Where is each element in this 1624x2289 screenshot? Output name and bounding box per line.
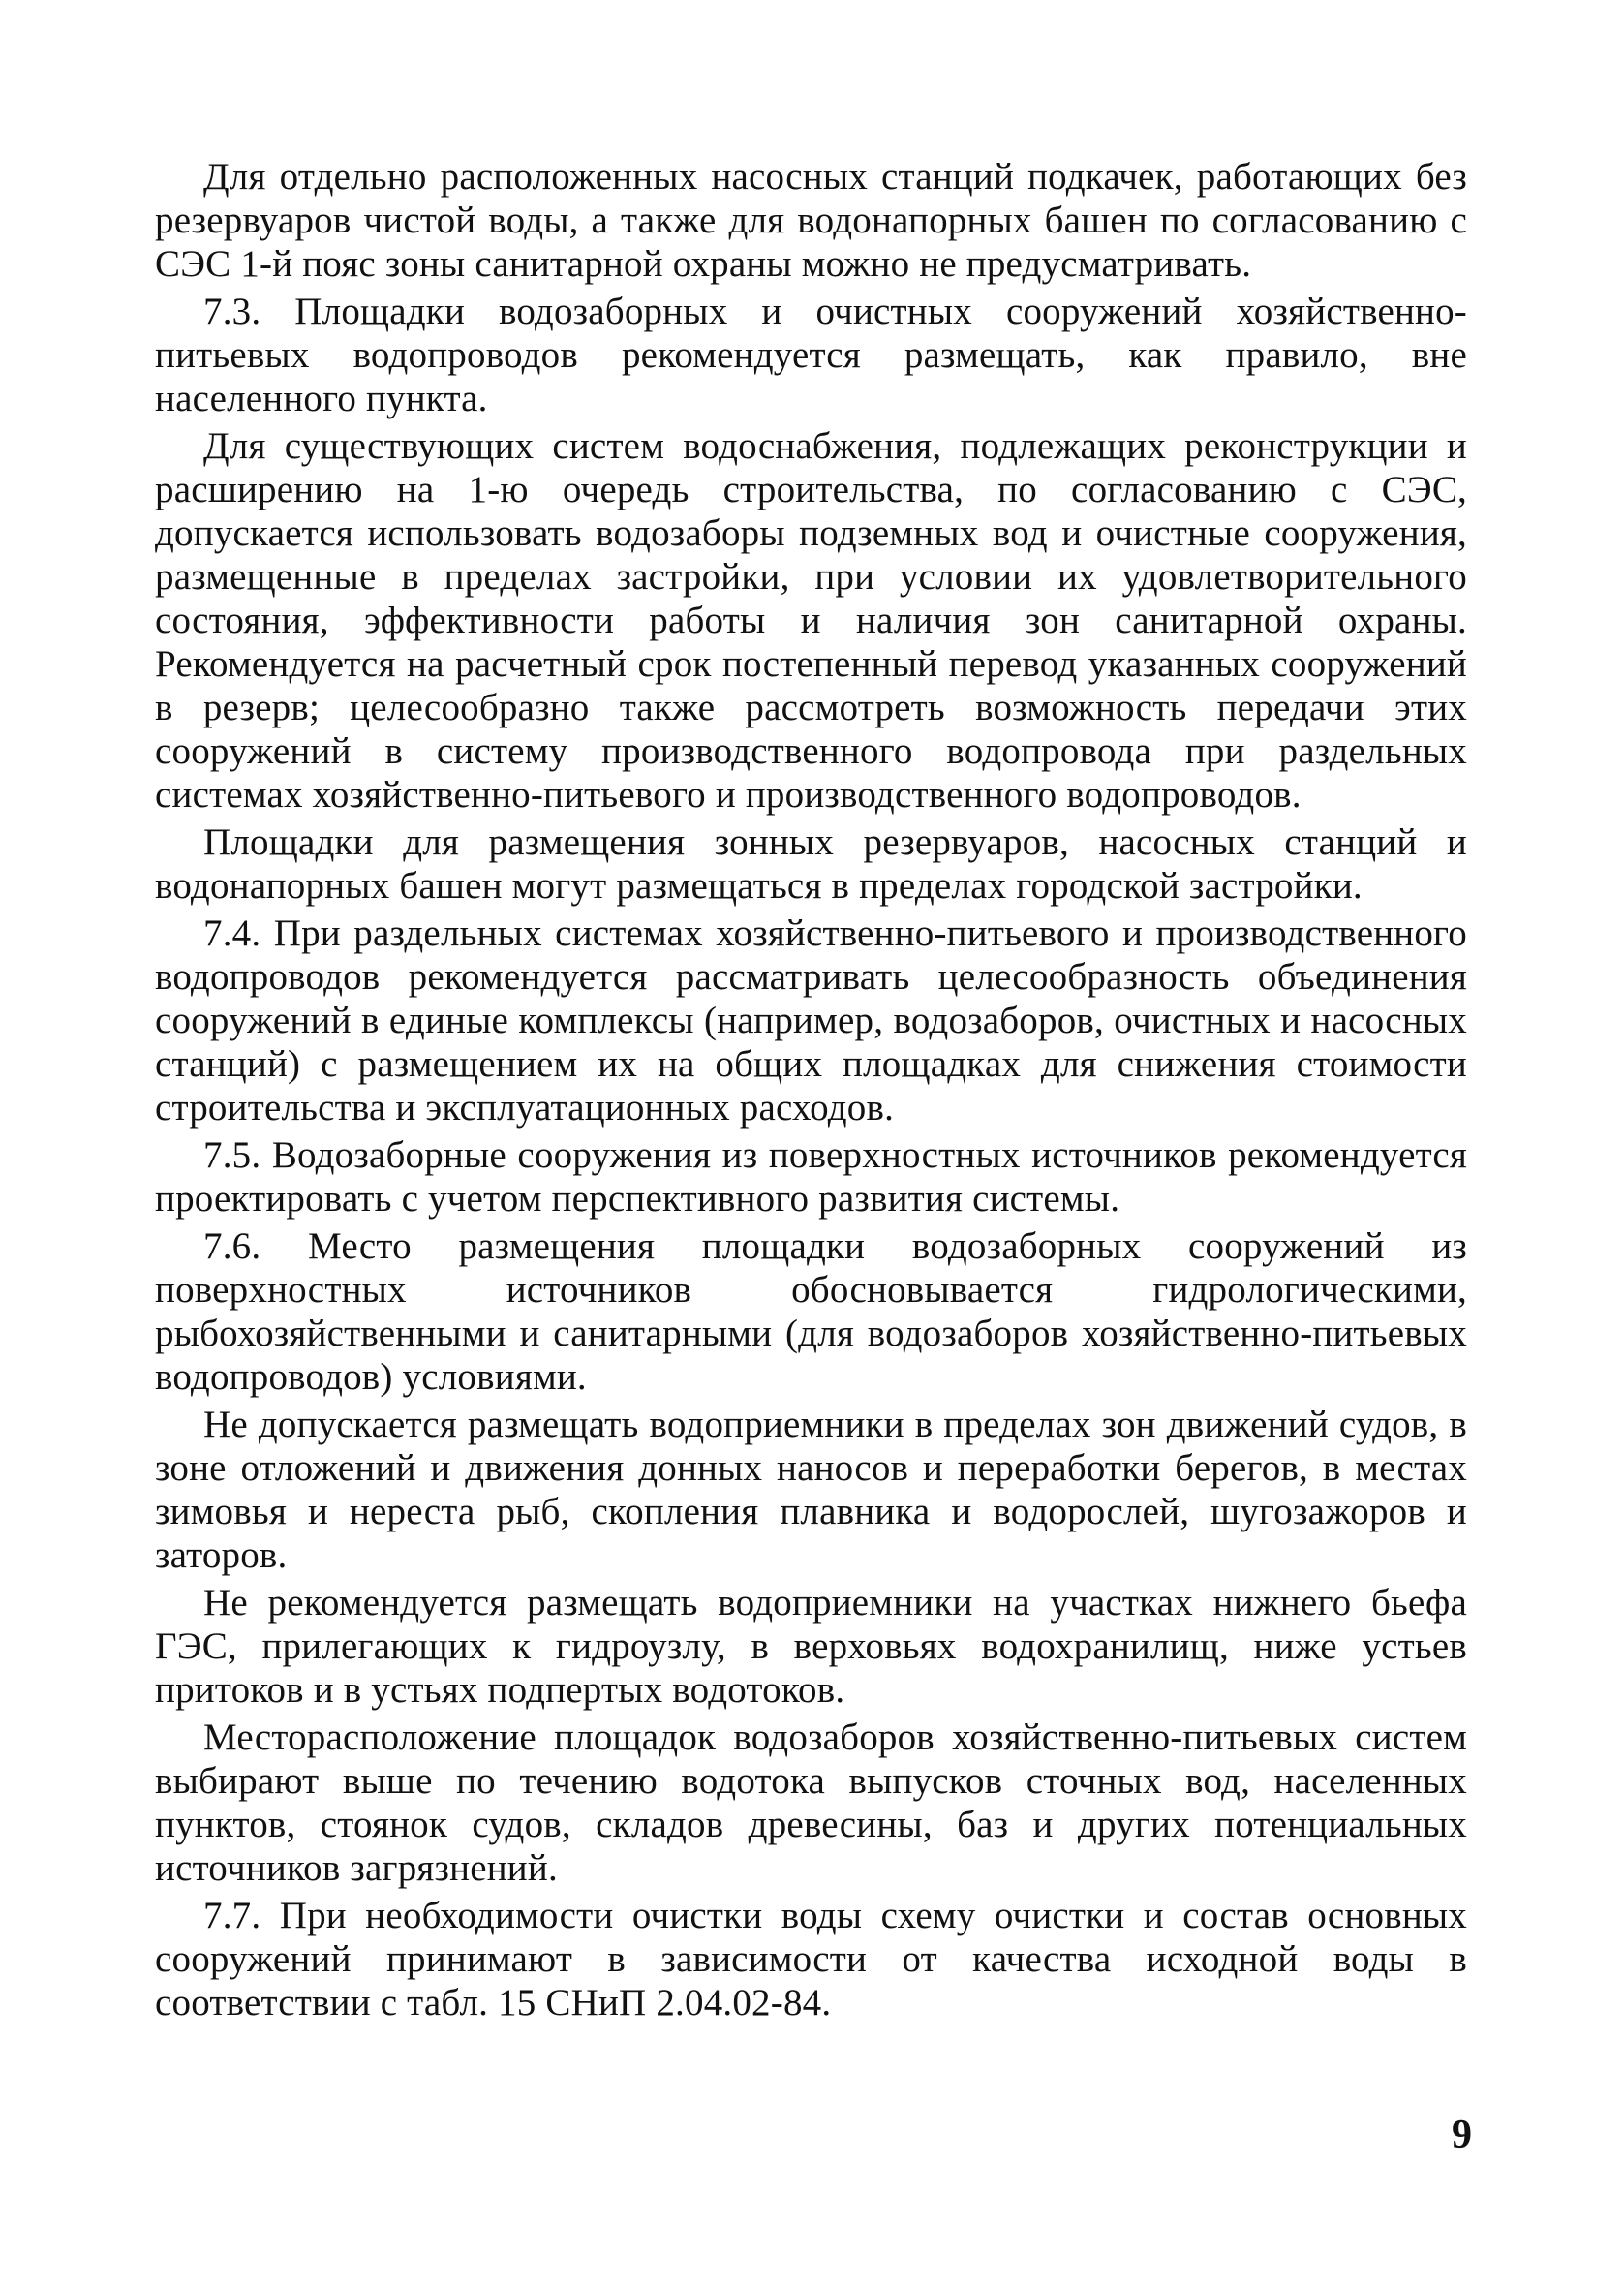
paragraph-intake-location: Месторасположение площадок водозаборов хозяйственно-питьевых систем выбирают выше по течению водотока выпусков сточных вод, населенных пунктов, стоянок судов, складов древесины, баз и других потенциальных источников загрязнений. xyxy=(155,1717,1467,1889)
paragraph-7-3: 7.3. Площадки водозаборных и очистных сооружений хозяйственно-питьевых водопроводов рекомендуется размещать, как правило, вне населенного пункта. xyxy=(155,291,1467,419)
paragraph-7-6: 7.6. Место размещения площадки водозаборных сооружений из поверхностных источников обосновывается гидрологическими, рыбохозяйственными и санитарными (для водозаборов хозяйственно-питьевых водопроводов) условиями. xyxy=(155,1225,1467,1398)
body-text xyxy=(155,155,1467,2028)
paragraph-tower-zone-note: Для отдельно расположенных насосных станций подкачек, работающих без резервуаров чистой воды, а также для водонапорных башен по согласованию с СЭС 1-й пояс зоны санитарной охраны можно не предусматривать. xyxy=(155,156,1467,285)
paragraph-existing-systems: Для существующих систем водоснабжения, подлежащих реконструкции и расширению на 1-ю очередь строительства, по согласованию с СЭС, допускается использовать водозаборы подземных вод и очистные сооружения, размещенные в пределах застройки, при условии их удовлетворительного состояния, эффективности работы и наличия зон санитарной охраны. Рекомендуется на расчетный срок постепенный перевод указанных сооружений в резерв; целесообразно также рассмотреть возможность передачи этих сооружений в систему производственного водопровода при раздельных системах хозяйственно-питьевого и производственного водопроводов. xyxy=(155,425,1467,816)
page-number: 9 xyxy=(1452,2113,1472,2157)
paragraph-7-5: 7.5. Водозаборные сооружения из поверхностных источников рекомендуется проектировать с учетом перспективного развития системы. xyxy=(155,1134,1467,1220)
paragraph-intake-restrictions: Не допускается размещать водоприемники в пределах зон движений судов, в зоне отложений и движения донных наносов и переработки берегов, в местах зимовья и нереста рыб, скопления плавника и водорослей, шугозажоров и заторов. xyxy=(155,1404,1467,1576)
paragraph-zone-reservoirs: Площадки для размещения зонных резервуаров, насосных станций и водонапорных башен могут размещаться в пределах городской застройки. xyxy=(155,821,1467,907)
paragraph-intake-not-recommended: Не рекомендуется размещать водоприемники на участках нижнего бьефа ГЭС, прилегающих к гидроузлу, в верховьях водохранилищ, ниже устьев притоков и в устьях подпертых водотоков. xyxy=(155,1582,1467,1711)
paragraph-7-4: 7.4. При раздельных системах хозяйственно-питьевого и производственного водопроводов рекомендуется рассматривать целесообразность объединения сооружений в единые комплексы (например, водозаборов, очистных и насосных станций) с размещением их на общих площадках для снижения стоимости строительства и эксплуатационных расходов. xyxy=(155,913,1467,1129)
paragraph-7-7: 7.7. При необходимости очистки воды схему очистки и состав основных сооружений принимают в зависимости от качества исходной воды в соответствии с табл. 15 СНиП 2.04.02-84. xyxy=(155,1895,1467,2024)
